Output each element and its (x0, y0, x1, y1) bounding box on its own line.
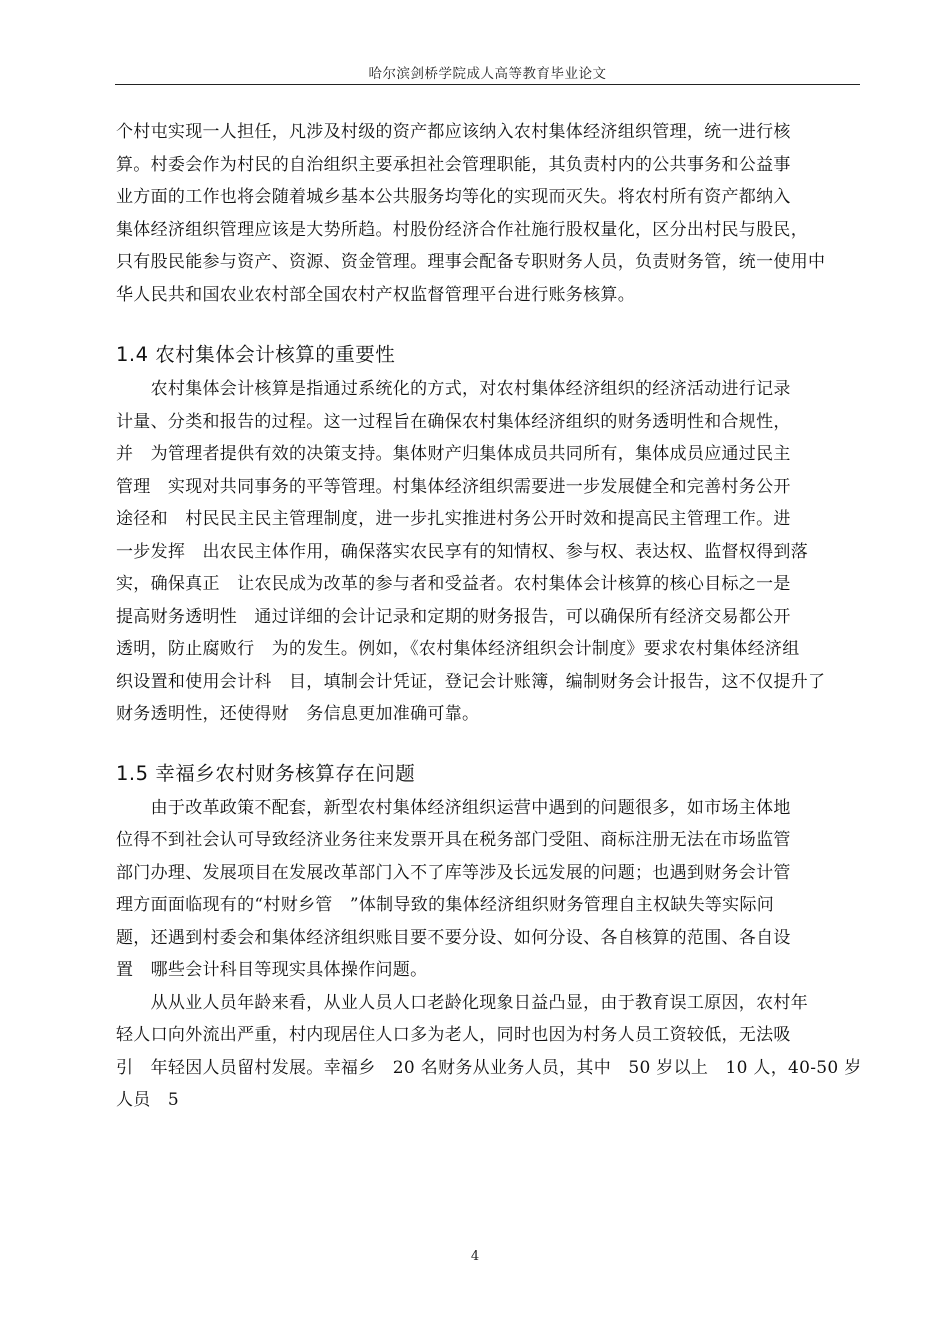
page-content (116, 116, 861, 1117)
text-line: 由于改革政策不配套，新型农村集体经济组织运营中遇到的问题很多，如市场主体地 (116, 797, 791, 818)
text-line: 轻人口向外流出严重，村内现居住人口多为老人，同时也因为村务人员工资较低，无法吸 (116, 1025, 791, 1045)
header-rule (115, 84, 860, 85)
text-line: 计量、分类和报告的过程。这一过程旨在确保农村集体经济组织的财务透明性和合规性， (116, 411, 791, 432)
text-line: 业方面的工作也将会随着城乡基本公共服务均等化的实现而灭失。将农村所有资产都纳入 (116, 187, 791, 207)
text-line: 透明，防止腐败行 为的发生。例如，《农村集体经济组织会计制度》要求农村集体经济组 (116, 639, 800, 659)
text-line: 位得不到社会认可导致经济业务往来发票开具在税务部门受阻、商标注册无法在市场监管 (116, 830, 791, 850)
paragraph-section-1-4 (116, 373, 861, 731)
text-line: 算。村委会作为村民的自治组织主要承担社会管理职能，其负责村内的公共事务和公益事 (116, 154, 791, 175)
text-line: 提高财务透明性 通过详细的会计记录和定期的财务报告，可以确保所有经济交易都公开 (116, 606, 791, 627)
section-heading-1-4: 1.4 农村集体会计核算的重要性 (116, 343, 396, 366)
text-line: 华人民共和国农业农村部全国农村产权监督管理平台进行账务核算。 (116, 284, 635, 305)
running-header: 哈尔滨剑桥学院成人高等教育毕业论文 (368, 66, 607, 82)
text-line: 管理 实现对共同事务的平等管理。村集体经济组织需要进一步发展健全和完善村务公开 (116, 476, 791, 497)
text-line: 引 年轻因人员留村发展。幸福乡 20 名财务从业务人员，其中 50 岁以上 10 人，40-50 岁 (116, 1057, 862, 1078)
text-line: 财务透明性，还使得财 务信息更加准确可靠。 (116, 704, 480, 724)
text-line: 从从业人员年龄来看，从业人员人口老龄化现象日益凸显，由于教育误工原因，农村年 (116, 992, 808, 1013)
page-number: 4 (470, 1249, 480, 1264)
text-line: 题，还遇到村委会和集体经济组织账目要不要分设、如何分设、各自核算的范围、各自设 (116, 927, 791, 948)
text-line: 集体经济组织管理应该是大势所趋。村股份经济合作社施行股权量化，区分出村民与股民， (116, 219, 808, 240)
text-line: 置 哪些会计科目等现实具体操作问题。 (116, 960, 428, 980)
text-line: 途径和 村民民主民主管理制度，进一步扎实推进村务公开时效和提高民主管理工作。进 (116, 509, 791, 529)
text-line: 只有股民能参与资产、资源、资金管理。理事会配备专职财务人员，负责财务管，统一使用中 (116, 252, 826, 272)
text-line: 部门办理、发展项目在发展改革部门入不了库等涉及长远发展的问题；也遇到财务会计管 (116, 862, 791, 883)
text-line: 并 为管理者提供有效的决策支持。集体财产归集体成员共同所有，集体成员应通过民主 (116, 444, 791, 464)
text-line: 织设置和使用会计科 目，填制会计凭证，登记会计账簿，编制财务会计报告，这不仅提升了 (116, 671, 826, 692)
section-heading-1-5: 1.5 幸福乡农村财务核算存在问题 (116, 761, 416, 785)
text-line: 一步发挥 出农民主体作用，确保落实农民享有的知情权、参与权、表达权、监督权得到落 (116, 541, 808, 562)
text-line: 农村集体会计核算是指通过系统化的方式，对农村集体经济组织的经济活动进行记录 (116, 379, 791, 399)
text-line: 理方面面临现有的“村财乡管 ”体制导致的集体经济组织财务管理自主权缺失等实际问 (116, 895, 775, 915)
paragraph-section-1-5-b (116, 987, 861, 1117)
text-line: 个村屯实现一人担任，凡涉及村级的资产都应该纳入农村集体经济组织管理，统一进行核 (116, 122, 791, 142)
paragraph-intro (116, 116, 861, 311)
text-line: 人员 5 (116, 1090, 180, 1110)
text-line: 实，确保真正 让农民成为改革的参与者和受益者。农村集体会计核算的核心目标之一是 (116, 574, 791, 594)
paragraph-section-1-5-a (116, 792, 861, 987)
